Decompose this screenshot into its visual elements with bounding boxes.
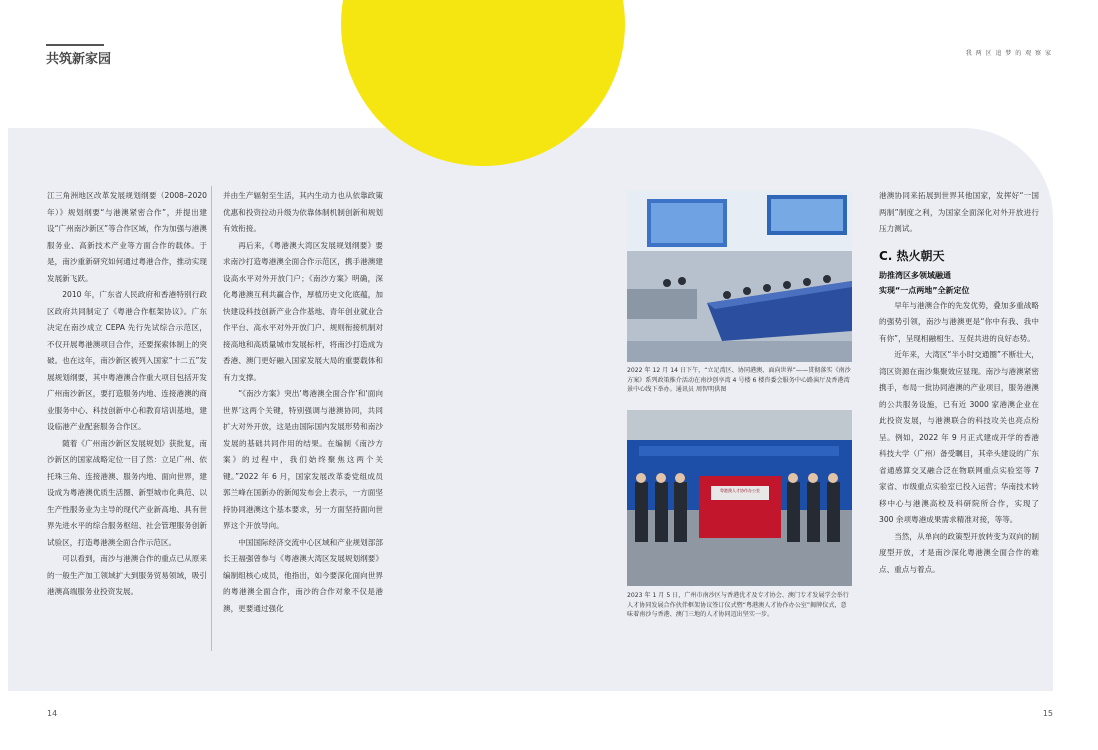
article-column-1: [47, 188, 207, 601]
conference-meeting-illustration: [627, 191, 852, 362]
paragraph: 再后来，《粤港澳大湾区发展规划纲要》要求南沙打造粤港澳全面合作示范区，携手港澳建设高水平对外开放门户；《南沙方案》明确，深化粤港澳互利共赢合作，厚植历史文化底蕴，加快建设科技创新产业合作基地、青年创业就业合作平台、高水平对外开放门户、规则衔接机制对接高地和高质量城市发展标杆，将南沙打造成为香港、澳门更好融入国家发展大局的重要载体和有力支撑。: [223, 240, 383, 382]
paragraph: 中国国际经济交流中心区域和产业规划部部长王福强曾参与《粤港澳大湾区发展规划纲要》编制组核心成员，他指出，如今要深化面向世界的粤港澳全面合作，南沙的合作对象不仅是港澳，更要通过强化: [223, 537, 383, 613]
section-subheading-2: 实现“一点两地”全新定位: [879, 285, 970, 295]
section-title: 共筑新家园: [46, 52, 112, 67]
paragraph: 可以看到，南沙与港澳合作的重点已从原来的一般生产加工领域扩大到服务贸易领域，吸引港澳高端服务业投资发展。: [47, 554, 207, 596]
paragraph: 江三角洲地区改革发展规划纲要（2008–2020年）》规划纲要“与港澳紧密合作”，并提出建设“广州南沙新区”等合作区域，作为加强与港澳服务业、高新技术产业等方面合作的载体。于是，南沙重新研究如何通过粤港合作，推动实现发展新飞跃。: [47, 191, 207, 283]
page-number-left: 14: [47, 709, 58, 718]
paragraph: 近年来，大湾区“半小时交通圈”不断壮大，湾区资源在南沙集聚效应显现。南沙与港澳紧密携手，布局一批协同港澳的产业项目，服务港澳的公共服务设施，已有近 3000 家港澳企业在此投资发展，与港澳联合的科技攻关也亮点纷呈。例如，2022 年 9 月正式建成开学的香港科技大学（广州）备受瞩目，其牵头建设的广东省通感算交叉融合泛在物联网重点实验室等 7 家省、市级重点实验室已投入运营；华南技术转移中心与港澳高校及科研院所合作，实现了 300 余项粤港成果需求精准对接，等等。: [879, 350, 1039, 524]
running-header: 我 两 区 追 梦 的 观 察 家: [965, 50, 1052, 57]
signing-ceremony-illustration: [627, 410, 852, 586]
paragraph: “《南沙方案》突出‘粤港澳全面合作’和‘面向世界’这两个关键，特别强调与港澳协同，共同扩大对外开放，这是由国际国内发展形势和南沙发展的基础共同作用的结果。在编制《南沙方案》的过程中，我们始终聚焦这两个关键。”2022 年 6 月，国家发展改革委党组成员郭兰峰在国新办的新闻发布会上表示，一方面坚持协同港澳这个基本要求，另一方面坚持面向世界这个开放导向。: [223, 389, 383, 530]
plaque-text: 粤港澳人才协作办公室: [720, 488, 760, 493]
paragraph: 港澳协同来拓展到世界其他国家，发挥好“一国两制”制度之利，为国家全面深化对外开放进行压力测试。: [879, 191, 1039, 233]
column-divider: [211, 186, 212, 651]
article-column-3: [879, 188, 1039, 578]
conference-meeting-photo: [627, 191, 852, 362]
section-title-rule: [46, 44, 104, 46]
paragraph: 随着《广州南沙新区发展规划》获批复，南沙新区的国家战略定位一目了然：立足广州、依托珠三角、连接港澳、服务内地、面向世界，建设成为粤港澳优质生活圈、新型城市化典范、以生产性服务业为主导的现代产业新高地、具有世界先进水平的综合服务枢纽、社会管理服务创新试验区，打造粤港澳全面合作示范区。: [47, 438, 207, 547]
paragraph: 并由生产辐射至生活，其内生动力也从依靠政策优惠和投资拉动升级为依靠体制机制创新和规划有效衔接。: [223, 191, 383, 233]
signing-ceremony-photo: [627, 410, 852, 586]
paragraph: 早年与港澳合作的先发优势，叠加多重战略的强势引领，南沙与港澳更是“你中有我、我中有你”，呈现相融相生、互促共进的良好态势。: [879, 300, 1039, 343]
paragraph: 当然，从单向的政策型开放转变为双向的制度型开放，才是南沙深化粤港澳全面合作的难点、重点与着点。: [879, 531, 1039, 574]
section-heading: C. 热火朝天: [879, 248, 945, 263]
photo-caption-1: 2022 年 12 月 14 日下午，“立足湾区、协同港澳、面向世界”——贯彻落实《南沙方案》系列政策推介活动在南沙创享湾 4 号楼 6 楼咨委会服务中心路演厅及香港湾景中心线下举办。通讯员 周智明供图: [627, 367, 851, 393]
section-subheading-1: 助推湾区多领域融通: [879, 270, 951, 280]
article-column-2: [223, 188, 383, 617]
paragraph: 2010 年，广东省人民政府和香港特别行政区政府共同制定了《粤港合作框架协议》。广东决定在南沙成立 CEPA 先行先试综合示范区，不仅开展粤港澳项目合作，还要探索体制上的突破。也在这年，南沙新区被列入国家“十二五”发展规划纲要，其中粤港澳合作重大项目包括开发广州南沙新区，要打造服务内地、连接港澳的商业服务中心、科技创新中心和教育培训基地，建设临港产业配套服务合作区。: [47, 290, 207, 431]
page-number-right: 15: [1042, 709, 1053, 718]
photo-caption-2: 2023 年 1 月 5 日，广州市南沙区与香港优才及专才协会、澳门专才发展学会举行人才协同发展合作伙伴框架协议签订仪式暨“粤港澳人才协作办公室”揭牌仪式，意味着南沙与香港、澳门三地的人才协同迈出坚实一步。: [627, 592, 849, 618]
